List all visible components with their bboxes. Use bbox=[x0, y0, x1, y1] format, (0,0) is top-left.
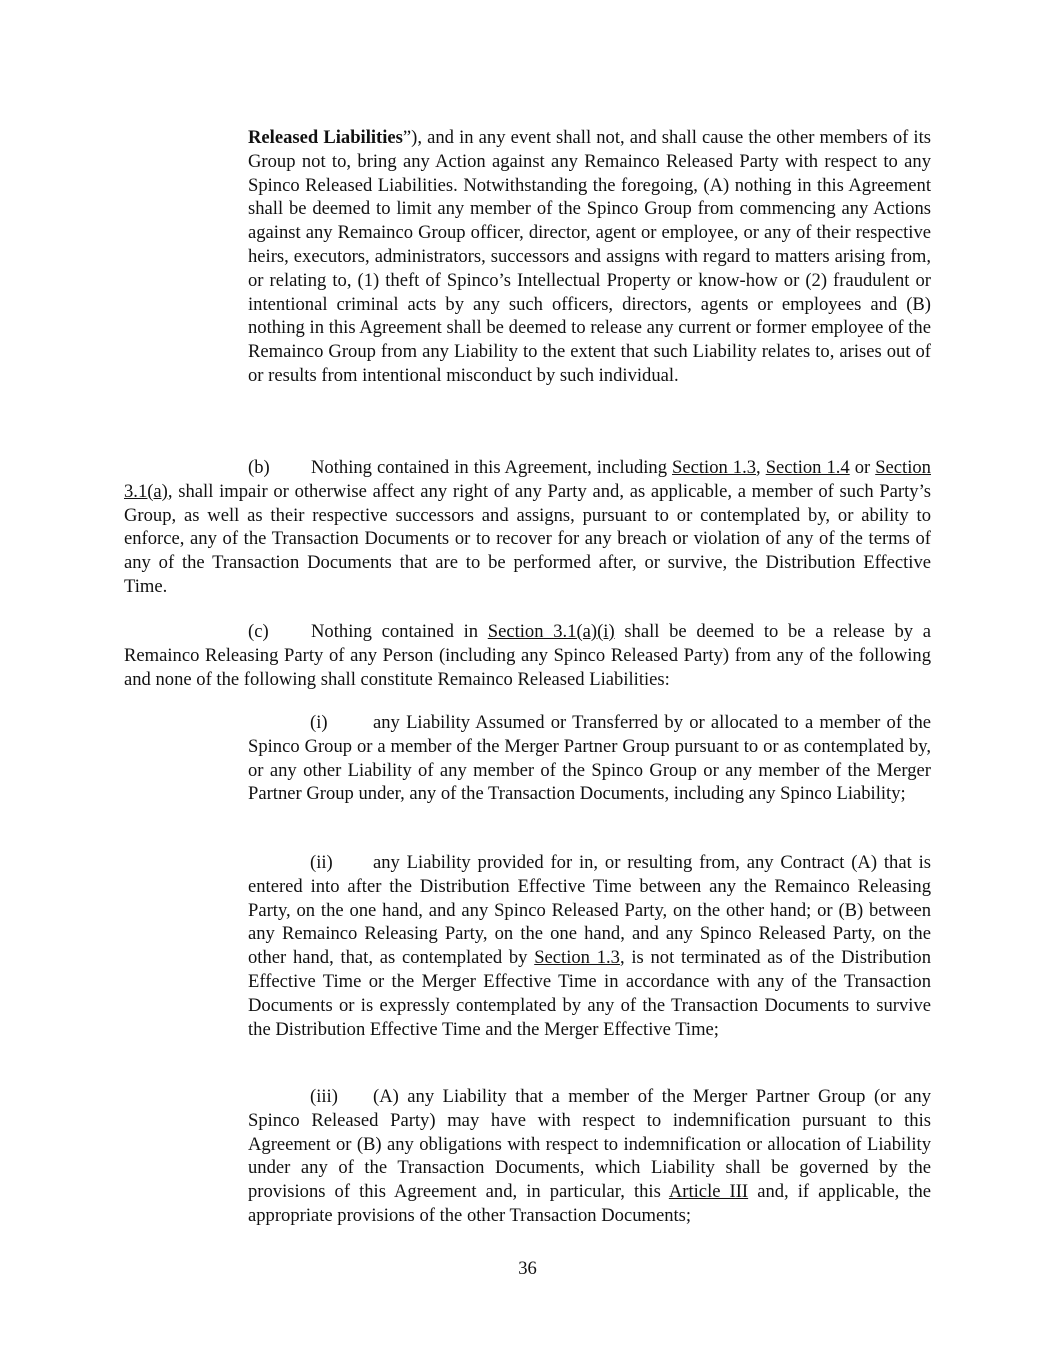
clause-ii-label: (ii) bbox=[310, 852, 333, 873]
text-run: shall be deemed to be a release by a Remainco Releasing Party of any Person (including any Spinco Released Party) from any of the following and none of the following shall constitute Remainco Released Liabilities: bbox=[124, 621, 931, 690]
defined-term: Released Liabilities bbox=[248, 127, 403, 148]
page-number: 36 bbox=[518, 1258, 537, 1279]
paragraph-b-text bbox=[124, 457, 931, 597]
clause-i bbox=[248, 711, 931, 806]
cross-reference-link[interactable]: Section 1.3 bbox=[672, 457, 757, 478]
paragraph-b bbox=[124, 456, 931, 599]
paragraph-c-text bbox=[124, 621, 931, 690]
cross-reference-link[interactable]: Article III bbox=[668, 1181, 749, 1203]
cross-reference-link[interactable]: Section 3.1(a) bbox=[124, 457, 931, 502]
text-run: , shall impair or otherwise affect any right of any Party and, as applicable, a member of such Party’s Group, as well as their respective successors and assigns, pursuant to or contemplated by, or ability to enforce, any of the Transaction Documents or to recover for any breach or violation of any of the terms of any of the Transaction Documents that are to be performed after, or survive, the Distribution Effective Time. bbox=[124, 480, 931, 597]
clause-i-label: (i) bbox=[310, 712, 328, 733]
text-run: and, if applicable, the appropriate provisions of the other Transaction Documents; bbox=[248, 1181, 931, 1226]
clause-ii-text bbox=[248, 852, 931, 1040]
text-run: Nothing contained in bbox=[311, 621, 488, 642]
text-run: any Liability provided for in, or resulting from, any Contract (A) that is entered into after the Distribution Effective Time between any the Remainco Releasing Party, on the one hand, and any Spinco Released Party, on the other hand; or (B) between any Remainco Releasing Party, on the one hand, and any Spinco Released Party, on the other hand, that, as contemplated by bbox=[248, 852, 931, 969]
paragraph-b-label: (b) bbox=[248, 457, 270, 478]
text-run: any Liability Assumed or Transferred by or allocated to a member of the Spinco Group or a member of the Merger Partner Group pursuant to or as contemplated by, or any other Liability of any member of the Spinco Group or any member of the Merger Partner Group under, any of the Transaction Documents, including any Spinco Liability; bbox=[248, 712, 931, 805]
text-run: , bbox=[756, 457, 766, 478]
cross-reference-link[interactable]: Section 1.3 bbox=[534, 947, 620, 969]
cross-reference-link[interactable]: Section 1.4 bbox=[765, 457, 850, 478]
clause-iii-label: (iii) bbox=[310, 1086, 338, 1107]
clause-ii bbox=[248, 851, 931, 1041]
paragraph-a-continued bbox=[248, 126, 931, 388]
text-run: Nothing contained in this Agreement, including bbox=[311, 457, 673, 478]
paragraph-c bbox=[124, 620, 931, 691]
clause-iii bbox=[248, 1085, 931, 1228]
cross-reference-link[interactable]: Section 3.1(a)(i) bbox=[487, 621, 615, 642]
text-run: or bbox=[849, 457, 876, 478]
text-run: , is not terminated as of the Distribution Effective Time or the Merger Effective Time in accordance with any of the Transaction Documents or is expressly contemplated by any of the Transaction Documents to survive the Distribution Effective Time and the Merger Effective Time; bbox=[248, 947, 932, 1040]
paragraph-c-label: (c) bbox=[248, 621, 269, 642]
text-run: (A) any Liability that a member of the Merger Partner Group (or any Spinco Released Party) may have with respect to indemnification pursuant to this Agreement or (B) any obligations with respect to indemnification or allocation of Liability under any of the Transaction Documents, which Liability shall be governed by the provisions of this Agreement and, in particular, this bbox=[248, 1086, 931, 1203]
text-run: ”), and in any event shall not, and shall cause the other members of its Group not to, bring any Action against any Remainco Released Party with respect to any Spinco Released Liabilities. Notwithstanding the foregoing, (A) nothing in this Agreement shall be deemed to limit any member of the Spinco Group from commencing any Actions against any Remainco Group officer, director, agent or employee, or any of their respective heirs, executors, administrators, successors and assigns with regard to matters arising from, or relating to, (1) theft of Spinco’s Intellectual Property or know-how or (2) fraudulent or intentional criminal acts by any such officers, directors, agents or employees and (B) nothing in this Agreement shall be deemed to release any current or former employee of the Remainco Group from any Liability to the extent that such Liability relates to, arises out of or results from intentional misconduct by such individual. bbox=[248, 127, 931, 386]
